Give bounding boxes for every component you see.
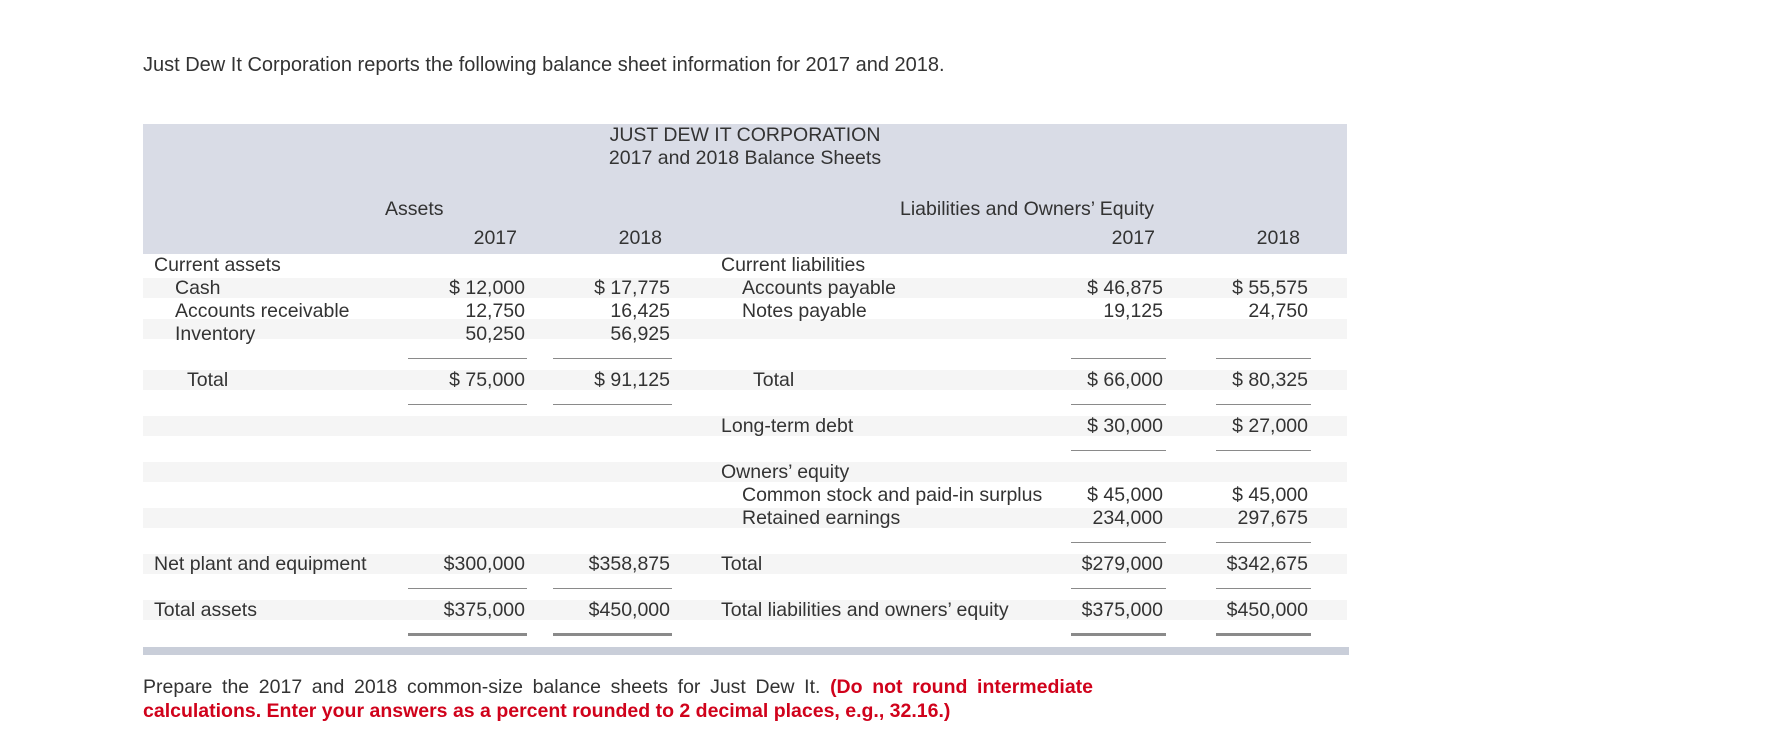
underline <box>408 404 527 405</box>
liab-year-2018: 2018 <box>1256 227 1300 249</box>
company-name: JUST DEW IT CORPORATION <box>609 124 881 146</box>
ltd-2017: $ 30,000 <box>1087 415 1163 437</box>
underline <box>1071 404 1166 405</box>
common-stock-2018: $ 45,000 <box>1232 484 1308 506</box>
underline <box>553 358 672 359</box>
cash-2017: $ 12,000 <box>449 277 525 299</box>
underline <box>1216 542 1311 543</box>
retained-earnings-label: Retained earnings <box>742 507 901 529</box>
underline <box>1071 450 1166 451</box>
underline <box>1216 450 1311 451</box>
underline <box>408 588 527 589</box>
double-underline <box>1071 633 1166 636</box>
underline <box>1216 358 1311 359</box>
inventory-2017: 50,250 <box>465 323 525 345</box>
ar-label: Accounts receivable <box>175 300 350 322</box>
underline <box>553 588 672 589</box>
owners-equity-total-2017: $279,000 <box>1081 553 1163 575</box>
assets-year-2017: 2017 <box>473 227 517 249</box>
underline <box>1216 404 1311 405</box>
intro-text: Just Dew It Corporation reports the following balance sheet information for 2017 and 2018. <box>143 54 945 76</box>
owners-equity-total-2018: $342,675 <box>1226 553 1308 575</box>
underline <box>553 404 672 405</box>
double-underline <box>408 633 527 636</box>
common-stock-2017: $ 45,000 <box>1087 484 1163 506</box>
owners-equity-total-label: Total <box>721 553 763 575</box>
instructions <box>143 676 1093 723</box>
total-le-label: Total liabilities and owners’ equity <box>721 599 1009 621</box>
sheet-subtitle: 2017 and 2018 Balance Sheets <box>608 147 882 169</box>
assets-heading: Assets <box>385 198 444 220</box>
current-assets-total-2017: $ 75,000 <box>449 369 525 391</box>
total-le-2017: $375,000 <box>1081 599 1163 621</box>
underline <box>1071 358 1166 359</box>
total-le-2018: $450,000 <box>1226 599 1308 621</box>
ar-2017: 12,750 <box>465 300 525 322</box>
ap-2017: $ 46,875 <box>1087 277 1163 299</box>
current-liabilities-total-2017: $ 66,000 <box>1087 369 1163 391</box>
current-liabilities-total-2018: $ 80,325 <box>1232 369 1308 391</box>
ar-2018: 16,425 <box>610 300 670 322</box>
instructions-note: (Do not round intermediate calculations. Enter your answers as a percent rounded to 2 decimal places, e.g., 32.16.) <box>143 676 1093 722</box>
retained-earnings-2017: 234,000 <box>1092 507 1163 529</box>
current-assets-total-label: Total <box>187 369 229 391</box>
ap-2018: $ 55,575 <box>1232 277 1308 299</box>
instructions-text: Prepare the 2017 and 2018 common-size balance sheets for Just Dew It. <box>143 676 831 698</box>
total-assets-2017: $375,000 <box>443 599 525 621</box>
np-2017: 19,125 <box>1103 300 1163 322</box>
ltd-2018: $ 27,000 <box>1232 415 1308 437</box>
ltd-label: Long-term debt <box>721 415 854 437</box>
underline <box>1071 542 1166 543</box>
np-label: Notes payable <box>742 300 867 322</box>
inventory-label: Inventory <box>175 323 256 345</box>
double-underline <box>553 633 672 636</box>
underline <box>1071 588 1166 589</box>
common-stock-label: Common stock and paid-in surplus <box>742 484 1043 506</box>
npe-2018: $358,875 <box>588 553 670 575</box>
np-2018: 24,750 <box>1248 300 1308 322</box>
current-liabilities-total-label: Total <box>753 369 795 391</box>
liabilities-heading: Liabilities and Owners’ Equity <box>900 198 1154 220</box>
double-underline <box>1216 633 1311 636</box>
total-assets-2018: $450,000 <box>588 599 670 621</box>
underline <box>1216 588 1311 589</box>
cash-2018: $ 17,775 <box>594 277 670 299</box>
npe-2017: $300,000 <box>443 553 525 575</box>
ap-label: Accounts payable <box>742 277 896 299</box>
owners-equity-label: Owners’ equity <box>721 461 850 483</box>
row-stripe <box>143 370 1347 390</box>
current-assets-label: Current assets <box>154 254 281 276</box>
total-assets-label: Total assets <box>154 599 257 621</box>
table-bottom-bar <box>143 647 1349 655</box>
underline <box>408 358 527 359</box>
current-liabilities-label: Current liabilities <box>721 254 866 276</box>
inventory-2018: 56,925 <box>610 323 670 345</box>
current-assets-total-2018: $ 91,125 <box>594 369 670 391</box>
cash-label: Cash <box>175 277 221 299</box>
balance-sheet-table <box>143 124 1348 655</box>
retained-earnings-2018: 297,675 <box>1237 507 1308 529</box>
npe-label: Net plant and equipment <box>154 553 367 575</box>
liab-year-2017: 2017 <box>1111 227 1155 249</box>
assets-year-2018: 2018 <box>618 227 662 249</box>
